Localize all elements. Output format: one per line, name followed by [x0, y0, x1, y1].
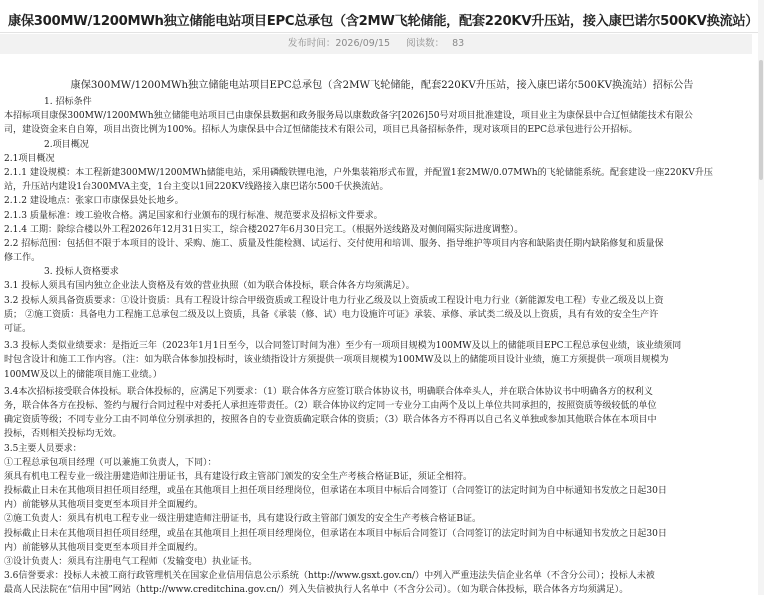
- body-line: 须具有机电工程专业一级注册建造师注册证书，具有建设行政主管部门颁发的安全生产考核合格证B证，须证全相符。: [4, 471, 473, 482]
- body-line: 3.1 投标人须具有国内独立企业法人资格及有效的营业执照（如为联合体投标，联合体各方均须满足）。: [4, 281, 415, 292]
- body-line: 2.1.2 建设地点：张家口市康保县处长地乡。: [4, 196, 184, 207]
- body-line: 投标，否则相关投标均无效。: [4, 429, 122, 440]
- publish-date: 发布时间：2026/09/15: [287, 38, 391, 49]
- scrollbar-track[interactable]: [758, 0, 764, 595]
- section-heading: 1. 招标条件: [44, 97, 92, 107]
- body-line: 100MW及以上的储能项目施工业绩。）: [4, 369, 162, 380]
- body-line: 可证。: [4, 324, 32, 334]
- body-line: 3.2 投标人须具备资质要求：①设计资质：具有工程设计综合甲级资质或工程设计电力行业乙级及以上资质或工程设计电力行业（新能源发电工程）专业乙级及以上资: [4, 295, 664, 306]
- body-line: 3.6信誉要求：投标人未被工商行政管理机关在国家企业信用信息公示系统（http://www.gsxt.gov.cn/）中列入严重违法失信企业名单（不含分公司）；投标人未被: [4, 571, 655, 582]
- body-line: 2.2 招标范围：包括但不限于本项目的设计、采购、施工、质量及性能检测、试运行、交付使用和培训、服务、指导维护等项目内容和缺陷责任期内缺陷修复和质量保: [4, 238, 664, 249]
- article-meta-bar: [0, 34, 752, 54]
- body-line: 修工作。: [4, 253, 41, 264]
- body-line: 最高人民法院在“信用中国”网站（http://www.creditchina.gov.cn/）列入失信被执行人名单中（不含分公司）。（如为联合体投标，联合体各方均须满足）。: [4, 585, 629, 595]
- section-heading: 3. 投标人资格要求: [44, 267, 119, 278]
- body-line: 内）前能够从其他项目变更至本项目并全面履约。: [4, 542, 204, 553]
- body-line: 3.5主要人员要求：: [4, 443, 82, 454]
- view-count-value: 83: [452, 38, 465, 49]
- body-line: 投标截止日未在其他项目担任项目经理，或虽在其他项目上担任项目经理岗位，但承诺在本项目中标后合同签订（合同签订的法定时间为自中标通知书发放之日起30日: [4, 528, 667, 539]
- scrollbar-thumb[interactable]: [759, 60, 763, 180]
- body-line: 司，建设资金来自自筹，项目出资比例为100%。招标人为康保县中合辽恒储能技术有限公司，项目已具备招标条件，现对该项目的EPC总承包进行公开招标。: [4, 125, 638, 136]
- body-line: 2.1.3 质量标准：竣工验收合格。满足国家和行业颁布的现行标准、规范要求及招标文件要求。: [4, 210, 383, 221]
- body-line: 本招标项目康保300MW/1200MWh独立储能电站项目已由康保县数据和政务服务局以康数政备字[2026]50号对项目批准建设，项目业主为康保县中合辽恒储能技术有限公: [4, 111, 693, 122]
- body-line: 务，联合体各方在投标、签约与履行合同过程中对委托人承担连带责任。（2）联合体协议约定同一专业分工由两个及以上单位共同承担的，按照资质等级较低的单位: [4, 400, 657, 411]
- article-title: 康保300MW/1200MWh独立储能电站项目EPC总承包（含2MW飞轮储能，配套220KV升压站，接入康巴诺尔500KV换流站）: [8, 14, 759, 29]
- announcement-title: 康保300MW/1200MWh独立储能电站项目EPC总承包（含2MW飞轮储能，配套220KV升压站，接入康巴诺尔500KV换流站）招标公告: [70, 80, 694, 91]
- title-divider: [0, 32, 764, 33]
- body-line: 内）前能够从其他项目变更至本项目并全面履约。: [4, 500, 204, 511]
- body-line: 2.1.4 工期：除综合楼以外工程2026年12月31日实工，综合楼2027年6月30日完工。（根据外送线路及对侧间隔实际进度调整）。: [4, 224, 524, 235]
- body-line: 2.1项目概况: [4, 153, 55, 164]
- body-line: 时包含设计和施工工作内容。（注：如为联合体参加投标时，该业绩指设计方须提供一项项目规模为100MW及以上的储能项目设计业绩，施工方须提供一项项目规模为: [4, 355, 669, 366]
- body-line: 3.3 投标人类似业绩要求：是指近三年（2023年1月1日至今，以合同签订时间为准）至少有一项项目规模为100MW及以上的储能项目EPC工程总承包业绩，该业绩须同: [4, 341, 682, 352]
- body-line: ②施工负责人：须具有机电工程专业一级注册建造师注册证书，具有建设行政主管部门颁发的安全生产考核合格证B证。: [4, 514, 482, 525]
- body-line: 投标截止日未在其他项目担任项目经理，或虽在其他项目上担任项目经理岗位，但承诺在本项目中标后合同签订（合同签订的法定时间为自中标通知书发放之日起30日: [4, 486, 667, 497]
- section-heading: 2.项目概况: [44, 139, 89, 150]
- body-line: 质； ②施工资质：具备电力工程施工总承包二级及以上资质，具备《承装（修、试）电力设施许可证》承装、承修、承试类二级及以上资质，具有有效的安全生产许: [4, 309, 659, 320]
- body-line: 确定资质等级；不同专业分工由不同单位分别承担的，按照各自的专业资质确定联合体的资质；（3）联合体各方不得再以自己名义单独或参加其他联合体在本项目中: [4, 415, 657, 426]
- announcement-body: [4, 95, 754, 595]
- body-line: 3.4本次招标接受联合体投标。联合体投标的，应满足下列要求：（1）联合体各方应签订联合体协议书，明确联合体牵头人，并在联合体协议书中明确各方的权利义: [4, 386, 653, 397]
- body-line: ③设计负责人：须具有注册电气工程师（发输变电）执业证书。: [4, 557, 258, 567]
- body-line: ①工程总承包项目经理（可以兼施工负责人，下同）：: [4, 457, 217, 468]
- body-line: 2.1.1 建设规模：本工程新建300MW/1200MWh储能电站，采用磷酸铁锂电池，户外集装箱形式布置，并配置1套2MW/0.07MWh的飞轮储能系统。配套建设一座220KV升压: [4, 167, 713, 178]
- view-count-label: 阅读数：: [406, 38, 445, 49]
- body-line: 站，升压站内建设1台300MVA主变，1台主变以1回220KV线路接入康巴诺尔500千伏换流站。: [4, 182, 389, 193]
